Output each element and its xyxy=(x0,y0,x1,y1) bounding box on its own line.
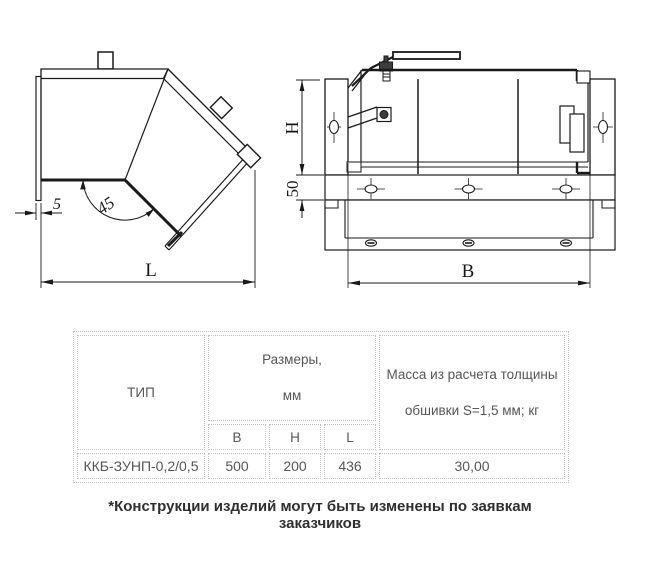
handle-bracket xyxy=(348,107,391,128)
elbow-angled-bottom-edge xyxy=(125,180,181,236)
dim-label-L: L xyxy=(145,260,157,281)
dim-label-5: 5 xyxy=(53,196,61,213)
mass-header-line2: обшивки S=1,5 мм; кг xyxy=(404,402,540,418)
latch-plate-front xyxy=(570,114,584,152)
elbow-top-flange xyxy=(41,69,168,79)
dim-label-45: 45 xyxy=(93,192,119,219)
right-view-front xyxy=(282,52,615,288)
top-bolt xyxy=(380,56,393,81)
elbow-top-tab xyxy=(98,52,113,69)
elbow-miter-line xyxy=(125,69,168,180)
cell-l-value: 436 xyxy=(324,453,376,479)
col-header-mass xyxy=(379,335,565,450)
dim-label-H: H xyxy=(282,121,302,135)
sizes-title: Размеры, xyxy=(262,352,322,367)
col-header-b: B xyxy=(208,424,266,450)
dim-label-50: 50 xyxy=(283,180,302,198)
sizes-unit: мм xyxy=(282,388,302,403)
dimension-H xyxy=(282,80,324,175)
cell-mass-value: 30,00 xyxy=(379,453,565,479)
cell-h-value: 200 xyxy=(269,453,321,479)
col-header-l: L xyxy=(324,424,376,450)
mass-header-line1: Масса из расчета толщины xyxy=(386,366,558,382)
left-view-elbow xyxy=(15,52,261,288)
elbow-end-tab xyxy=(237,144,260,167)
dimension-50 xyxy=(283,181,324,219)
cell-type: ККБ-ЗУНП-0,2/0,5 xyxy=(77,453,205,479)
elbow-inlet-lip xyxy=(36,77,41,201)
dimension-5 xyxy=(15,196,62,288)
col-header-type: ТИП xyxy=(77,335,205,450)
spec-table xyxy=(73,331,569,483)
cell-b-value: 500 xyxy=(208,453,266,479)
dimension-L xyxy=(41,170,255,288)
footnote: *Конструкции изделий могут быть изменены по заявкам заказчиков xyxy=(108,498,532,532)
table-row xyxy=(77,453,565,479)
col-header-sizes xyxy=(208,335,376,421)
damper-lever xyxy=(393,52,460,59)
dim-label-B: B xyxy=(461,261,475,282)
elbow-outlet-lip xyxy=(165,156,250,250)
col-header-h: H xyxy=(269,424,321,450)
